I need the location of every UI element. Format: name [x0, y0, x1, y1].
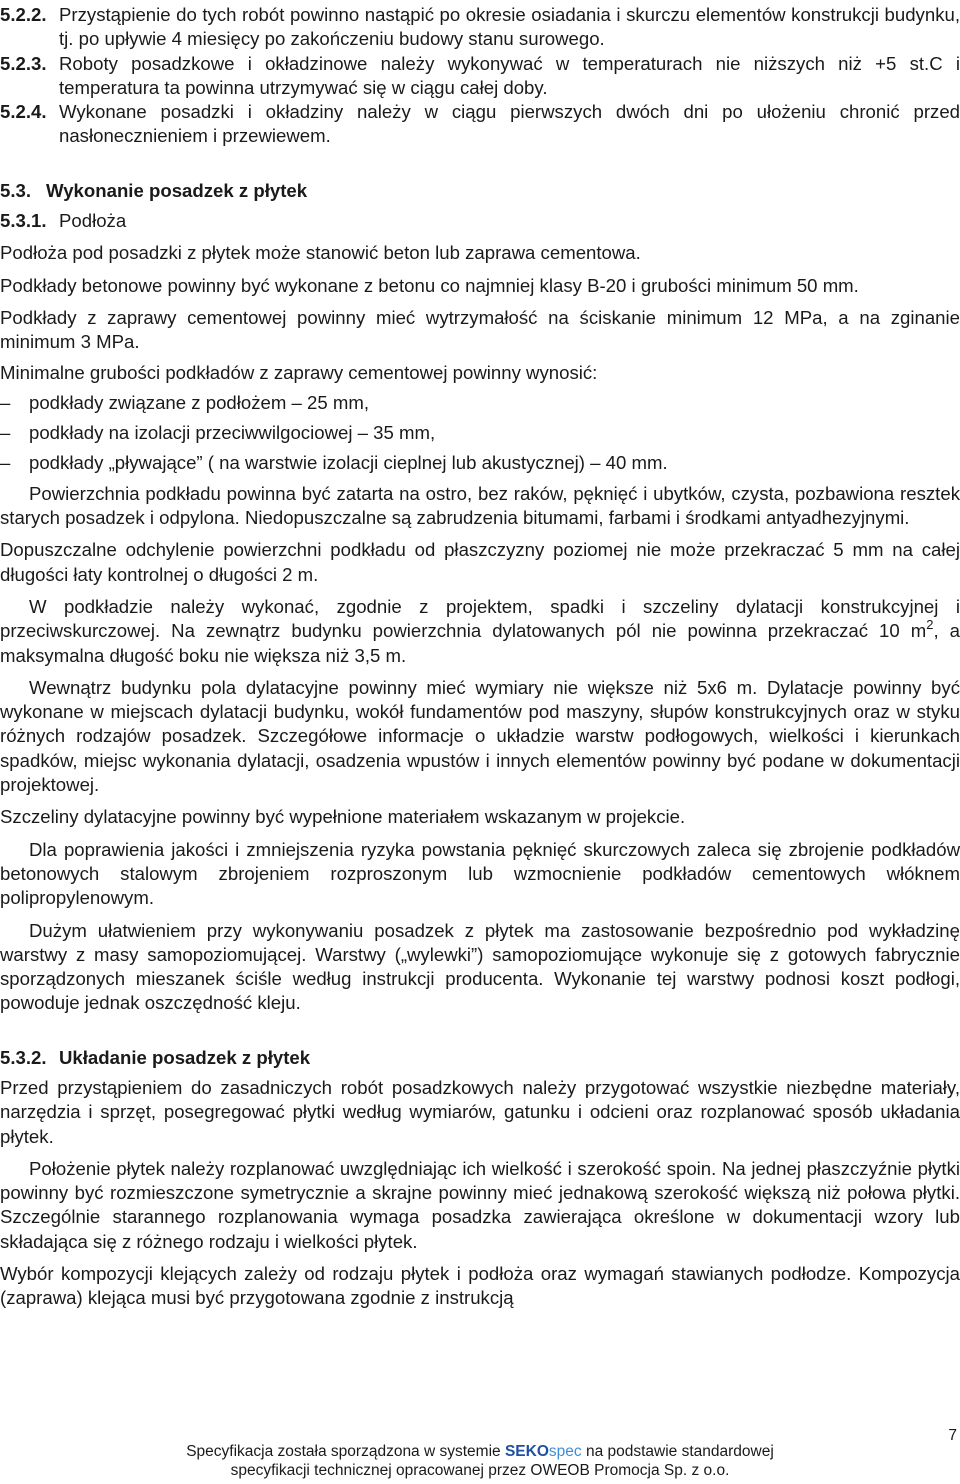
paragraph: Wybór kompozycji klejących zależy od rodzaju płytek i podłoża oraz wymagań stawianych podłodze. Kompozycja (zaprawa) klejąca musi być przygotowana zgodnie z instrukcją [0, 1263, 960, 1309]
paragraph-text: W podkładzie należy wykonać, zgodnie z projektem, spadki i szczeliny dylatacji konstrukcyjnej i przeciwskurczowej. Na zewnątrz budynku powierzchnia dylatowanych pól nie powinna przekraczać 10 m [0, 595, 960, 642]
paragraph: Podłoża pod posadzki z płytek może stanowić beton lub zaprawa cementowa. [0, 242, 641, 264]
dash-bullet: – [0, 452, 11, 474]
section-heading-5-3 [0, 179, 960, 203]
dash-bullet: – [0, 391, 11, 413]
list-item [0, 421, 960, 445]
paragraph: Podkłady z zaprawy cementowej powinny mieć wytrzymałość na ściskanie minimum 12 MPa, a na zginanie minimum 3 MPa. [0, 306, 960, 353]
paragraph-dilatation [0, 595, 960, 668]
paragraph: Położenie płytek należy rozplanować uwzględniając ich wielkość i szerokość spoin. Na jednej płaszczyźnie płytki powinny być rozmieszczone symetrycznie a skrajne powinny mieć jednakową szerokość większą niż połowa płytki. Szczególnie starannego rozplanowania wymaga posadzka zawierająca określone w dokumentacji wzory lub składająca się z różnego rodzaju i wielkości płytek. [0, 1157, 960, 1252]
list-item-text: podkłady na izolacji przeciwwilgociowej – 35 mm, [29, 422, 436, 444]
page-number: 7 [948, 1427, 957, 1444]
section-5-2-3 [0, 52, 960, 101]
heading-number: 5.3.2. [0, 1046, 47, 1068]
list-item [0, 451, 960, 475]
list-item-text: podkłady związane z podłożem – 25 mm, [29, 391, 370, 413]
paragraph: Minimalne grubości podkładów z zaprawy cementowej powinny wynosić: [0, 361, 598, 383]
section-text: Przystąpienie do tych robót powinno nastąpić po okresie osiadania i skurczu elementów konstrukcji budynku, tj. po upływie 4 miesięcy po zakończeniu budowy stanu surowego. [59, 4, 960, 50]
section-number: 5.2.4. [0, 101, 47, 123]
section-5-2-2 [0, 3, 960, 52]
paragraph: Przed przystąpieniem do zasadniczych robót posadzkowych należy przygotować wszystkie niezbędne materiały, narzędzia i sprzęt, posegregować płytki według wymiarów, gatunku i odcieni oraz rozplanować sposób układania płytek. [0, 1076, 960, 1147]
superscript: 2 [926, 617, 934, 633]
paragraph: Szczeliny dylatacyjne powinny być wypełnione materiałem wskazanym w projekcie. [0, 806, 686, 828]
footer-text: Specyfikacja została sporządzona w systemie [186, 1443, 501, 1460]
paragraph: Powierzchnia podkładu powinna być zatarta na ostro, bez raków, pęknięć i ubytków, czysta, pozbawiona resztek starych posadzek i odpylona. Niedopuszczalne są zabrudzenia bitumami, farbami i środkami antyadhezyjnymi. [0, 482, 960, 529]
paragraph: Dopuszczalne odchylenie powierzchni podkładu od płaszczyzny poziomej nie może przekraczać 5 mm na całej długości łaty kontrolnej o długości 2 m. [0, 539, 960, 585]
section-number: 5.2.3. [0, 52, 47, 74]
footer-line-1 [0, 1442, 960, 1461]
heading-number: 5.3.1. [0, 210, 47, 232]
list-item-text: podkłady „pływające” ( na warstwie izolacji cieplnej lub akustycznej) – 40 mm. [29, 452, 668, 474]
list-item [0, 391, 960, 415]
heading-title: Podłoża [59, 210, 127, 232]
section-text: Roboty posadzkowe i okładzinowe należy wykonywać w temperaturach nie niższych niż +5 st.C i temperatura ta powinna utrzymywać się w ciągu całej doby. [59, 52, 960, 98]
heading-number: 5.3. [0, 179, 32, 201]
sekospec-logo: SEKOspec [504, 1443, 582, 1460]
heading-title: Wykonanie posadzek z płytek [46, 179, 308, 201]
dash-bullet: – [0, 422, 11, 444]
paragraph: Podkłady betonowe powinny być wykonane z betonu co najmniej klasy B-20 i grubości minimum 50 mm. [0, 274, 859, 296]
page-footer [0, 1442, 960, 1480]
section-5-2-4 [0, 100, 960, 149]
heading-title: Układanie posadzek z płytek [59, 1046, 311, 1068]
paragraph: Dużym ułatwieniem przy wykonywaniu posadzek z płytek ma zastosowanie bezpośrednio pod wykładzinę warstwy z masy samopoziomującej. Warstwy („wylewki”) samopoziomujące wykonuje się z gotowych fabrycznie sporządzonych mieszanek ściśle według instrukcji producenta. Wykonanie tej warstwy podnosi koszt podłogi, powoduje jednak oszczędność kleju. [0, 919, 960, 1014]
section-number: 5.2.2. [0, 4, 47, 25]
paragraph-text: , a maksymalna długość boku nie większa niż 3,5 m. [0, 620, 960, 666]
subsection-heading-5-3-2 [0, 1046, 960, 1070]
paragraph: Dla poprawienia jakości i zmniejszenia ryzyka powstania pęknięć skurczowych zaleca się zbrojenie podkładów betonowych stalowym zbrojeniem rozproszonym lub wzmocnienie podkładów cementowych włóknem polipropylenowym. [0, 838, 960, 909]
subsection-heading-5-3-1 [0, 209, 960, 233]
footer-line-2: specyfikacji technicznej opracowanej przez OWEOB Promocja Sp. z o.o. [230, 1462, 730, 1479]
footer-text: na podstawie standardowej [585, 1443, 774, 1460]
paragraph: Wewnątrz budynku pola dylatacyjne powinny mieć wymiary nie większe niż 5x6 m. Dylatacje powinny być wykonane w miejscach dylatacji budynku, wokół fundamentów pod maszyny, słupów konstrukcyjnych oraz w styku różnych rodzajów posadzek. Szczegółowe informacje o układzie warstw podłogowych, wielkości i kierunkach spadków, miejsc wykonania dylatacji, osadzenia wpustów i innych elementów powinny być podane w dokumentacji projektowej. [0, 676, 960, 796]
section-text: Wykonane posadzki i okładziny należy w ciągu pierwszych dwóch dni po ułożeniu chronić przed nasłonecznieniem i przewiewem. [59, 101, 960, 147]
